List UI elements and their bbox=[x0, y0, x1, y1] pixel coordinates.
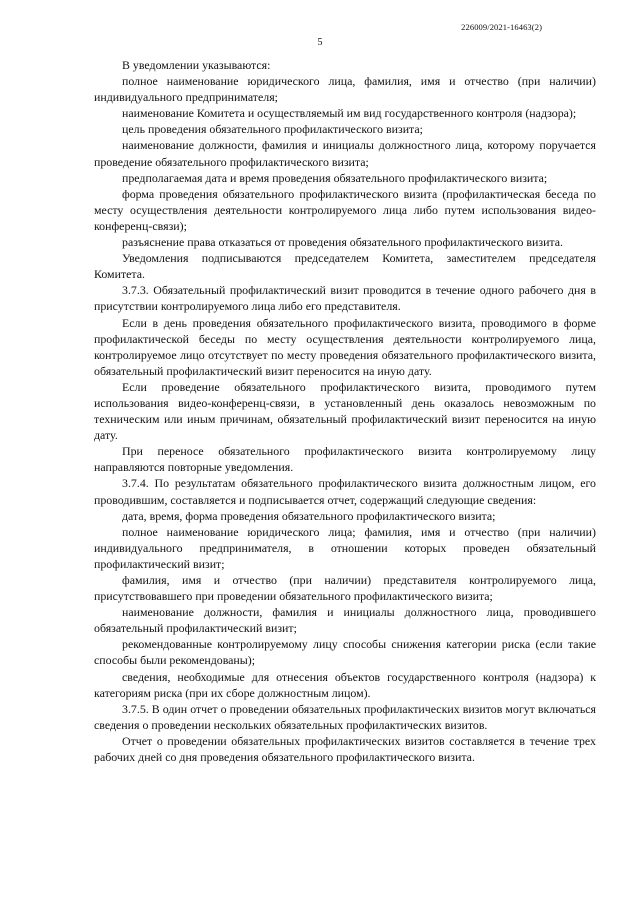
paragraph: дата, время, форма проведения обязательного профилактического визита; bbox=[122, 508, 496, 523]
paragraph: разъяснение права отказаться от проведения обязательного профилактического визита. bbox=[122, 235, 564, 250]
paragraph: 3.7.3. Обязательный профилактический визит проводится в течение одного рабочего дня в присутствии контролируемого лица либо его представителя. bbox=[94, 283, 596, 314]
paragraph: форма проведения обязательного профилактического визита (профилактическая беседа по месту осуществления деятельности контролируемого лица либо путем использования видео-конференц-связи); bbox=[94, 186, 596, 233]
paragraph: полное наименование юридического лица; фамилия, имя и отчество (при наличии) индивидуального предпринимателя, в отношении которых проведен обязательный профилактический визит; bbox=[94, 524, 596, 571]
paragraph: Если проведение обязательного профилактического визита, проводимого путем использования видео-конференц-связи, в установленный день оказалось невозможным по техническим или иным причинам, обязательный профилактический визит переносится на иную дату. bbox=[94, 379, 596, 443]
paragraph: предполагаемая дата и время проведения обязательного профилактического визита; bbox=[122, 170, 548, 185]
page-number: 5 bbox=[317, 37, 323, 48]
paragraph: Отчет о проведении обязательных профилактических визитов составляется в течение трех рабочих дней со дня проведения обязательного профилактического визита. bbox=[94, 733, 596, 765]
paragraph: При переносе обязательного профилактического визита контролируемому лицу направляются повторные уведомления. bbox=[94, 444, 596, 475]
paragraph: наименование должности, фамилия и инициалы должностного лица, которому поручается проведение обязательного профилактического визита; bbox=[94, 138, 596, 169]
paragraph: рекомендованные контролируемому лицу способы снижения категории риска (если такие способы были рекомендованы); bbox=[94, 637, 596, 668]
paragraph: 3.7.5. В один отчет о проведении обязательных профилактических визитов могут включаться сведения о проведении нескольких обязательных профилактических визитов. bbox=[94, 701, 596, 732]
document-number: 226009/2021-16463(2) bbox=[461, 22, 542, 32]
paragraph: Если в день проведения обязательного профилактического визита, проводимого в форме профилактической беседы по месту осуществления деятельности контролируемого лица, контролируемое лицо отсутствует по месту проведения обязательного профилактического визита, обязательный профилактический визит переносится на иную дату. bbox=[94, 315, 596, 378]
paragraph: Уведомления подписываются председателем Комитета, заместителем председателя Комитета. bbox=[94, 251, 596, 282]
paragraph: фамилия, имя и отчество (при наличии) представителя контролируемого лица, присутствовавшего при проведении обязательного профилактического визита; bbox=[94, 573, 596, 604]
paragraph: 3.7.4. По результатам обязательного профилактического визита должностным лицом, его проводившим, составляется и подписывается отчет, содержащий следующие сведения: bbox=[94, 476, 596, 507]
paragraph: сведения, необходимые для отнесения объектов государственного контроля (надзора) к категориям риска (при их сборе должностным лицом). bbox=[94, 669, 596, 700]
paragraph: наименование должности, фамилия и инициалы должностного лица, проводившего обязательный профилактический визит; bbox=[94, 605, 596, 636]
document-body bbox=[94, 57, 596, 765]
paragraph: наименование Комитета и осуществляемый им вид государственного контроля (надзора); bbox=[122, 106, 577, 121]
paragraph: В уведомлении указываются: bbox=[122, 58, 271, 72]
paragraph: цель проведения обязательного профилактического визита; bbox=[122, 122, 423, 137]
paragraph: полное наименование юридического лица, фамилия, имя и отчество (при наличии) индивидуального предпринимателя; bbox=[94, 74, 596, 105]
